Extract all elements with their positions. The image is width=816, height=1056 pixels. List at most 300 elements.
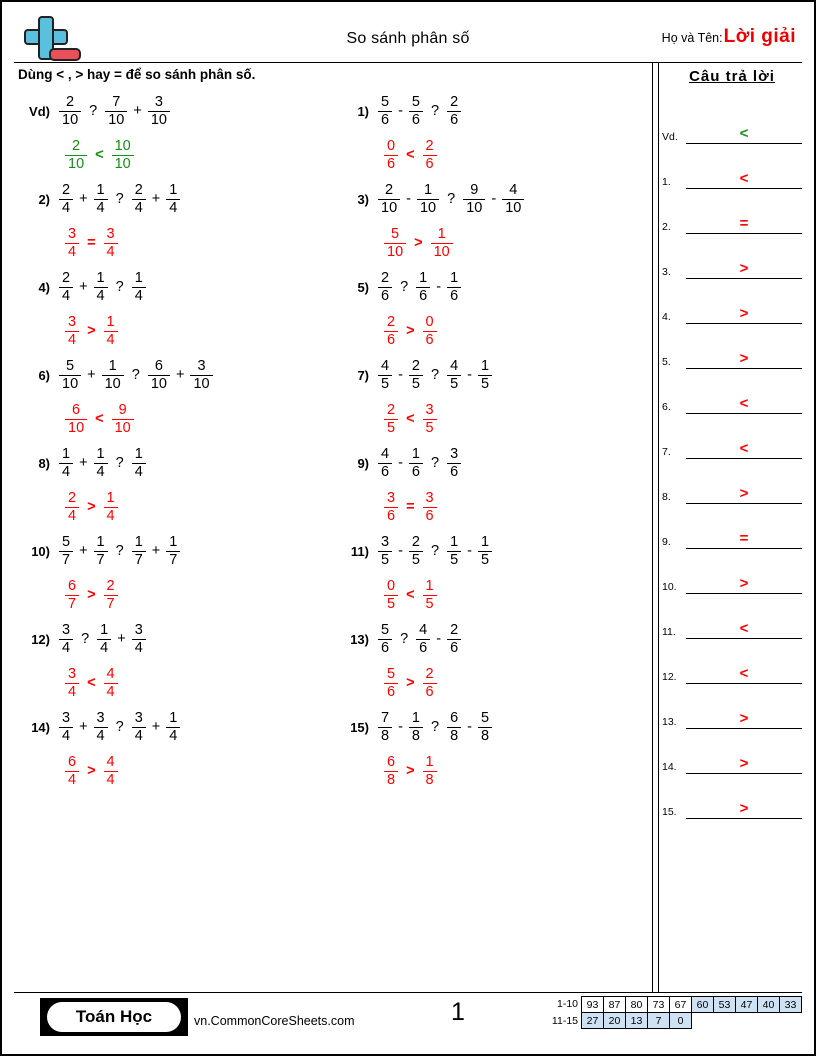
answer-index: 13. — [662, 716, 677, 728]
fraction-denominator: 7 — [104, 595, 118, 612]
score-cell: 73 — [647, 996, 670, 1013]
fraction-numerator: 1 — [419, 270, 428, 287]
problem-10 — [14, 528, 333, 616]
fraction-denominator: 6 — [447, 639, 461, 656]
answer-right-fraction — [104, 226, 118, 259]
problem-2 — [14, 176, 333, 264]
right-operand-fraction — [478, 358, 492, 391]
left-operand-fraction — [409, 710, 423, 743]
answer-blank[interactable]: > — [686, 351, 802, 369]
fraction-denominator: 6 — [378, 111, 392, 128]
left-operand-fraction — [378, 622, 392, 655]
answer-row — [662, 99, 802, 144]
answer-left-fraction — [384, 226, 406, 259]
score-cell: 40 — [757, 996, 780, 1013]
answer-row — [662, 774, 802, 819]
fraction-denominator: 4 — [104, 771, 118, 788]
right-operand-fraction — [447, 94, 461, 127]
fraction-numerator: 2 — [72, 138, 81, 155]
problem-expression — [333, 352, 652, 398]
left-operand-fraction — [409, 358, 423, 391]
right-operand-fraction — [478, 710, 492, 743]
operator-left: + — [79, 543, 88, 559]
left-operand-fraction — [102, 358, 124, 391]
comparison-placeholder: ? — [400, 631, 409, 647]
fraction-denominator: 4 — [166, 199, 180, 216]
fraction-denominator: 10 — [112, 419, 134, 436]
problem-row — [14, 528, 652, 616]
operator-right: + — [151, 543, 161, 559]
fraction-numerator: 6 — [68, 754, 77, 771]
fraction-numerator: 2 — [381, 270, 390, 287]
fraction-numerator: 2 — [411, 534, 420, 551]
score-conversion-table — [538, 996, 802, 1030]
answer-right-fraction — [423, 490, 437, 523]
fraction-numerator: 4 — [509, 182, 518, 199]
comparison-placeholder: ? — [115, 543, 124, 559]
fraction-denominator: 8 — [409, 727, 423, 744]
problem-number: 7) — [357, 367, 369, 383]
fraction-numerator: 1 — [411, 710, 420, 727]
fraction-numerator: 3 — [106, 226, 115, 243]
fraction-numerator: 3 — [450, 446, 459, 463]
header-divider — [14, 62, 802, 63]
fraction-denominator: 8 — [478, 727, 492, 744]
fraction-numerator: 0 — [387, 578, 396, 595]
fraction-numerator: 5 — [381, 622, 390, 639]
right-operand-fraction — [148, 358, 170, 391]
fraction-denominator: 7 — [94, 551, 108, 568]
answer-index: 1. — [662, 176, 671, 188]
fraction-denominator: 6 — [378, 463, 392, 480]
right-operand-fraction — [447, 710, 461, 743]
fraction-denominator: 4 — [166, 727, 180, 744]
answer-right-fraction — [431, 226, 453, 259]
fraction-numerator: 1 — [169, 182, 178, 199]
fraction-denominator: 4 — [65, 243, 79, 260]
problem-4 — [14, 264, 333, 352]
score-cell: 93 — [581, 996, 604, 1013]
fraction-denominator: 4 — [104, 331, 118, 348]
score-row-label: 1-10 — [556, 998, 578, 1010]
comparison-placeholder: ? — [115, 191, 124, 207]
left-operand-fraction — [59, 446, 73, 479]
answer-blank[interactable]: > — [686, 801, 802, 819]
score-cell: 60 — [691, 996, 714, 1013]
left-operand-fraction — [378, 94, 392, 127]
score-cell: 33 — [779, 996, 802, 1013]
problem-11 — [333, 528, 652, 616]
fraction-denominator: 6 — [409, 463, 423, 480]
fraction-numerator: 4 — [106, 754, 115, 771]
fraction-numerator: 2 — [106, 578, 115, 595]
comparison-placeholder: ? — [431, 719, 440, 735]
answer-blank[interactable]: < — [686, 441, 802, 459]
fraction-numerator: 2 — [62, 270, 71, 287]
problem-1 — [333, 88, 652, 176]
problem-answer — [333, 662, 652, 704]
operator-right: - — [436, 631, 442, 647]
right-operand-fraction — [190, 358, 212, 391]
fraction-denominator: 4 — [132, 727, 146, 744]
score-cell: 47 — [735, 996, 758, 1013]
operator-left: + — [79, 719, 88, 735]
fraction-denominator: 4 — [97, 639, 111, 656]
right-operand-fraction — [132, 622, 146, 655]
left-operand-fraction — [59, 182, 73, 215]
problem-expression — [333, 88, 652, 134]
right-operand-fraction — [166, 534, 180, 567]
fraction-denominator: 5 — [447, 551, 461, 568]
problem-row — [14, 616, 652, 704]
fraction-denominator: 4 — [94, 727, 108, 744]
fraction-denominator: 4 — [65, 683, 79, 700]
problem-answer — [14, 222, 333, 264]
fraction-numerator: 1 — [425, 754, 434, 771]
fraction-denominator: 10 — [59, 111, 81, 128]
answer-row — [662, 189, 802, 234]
left-operand-fraction — [417, 182, 439, 215]
column-divider — [652, 62, 659, 992]
operator-right: - — [467, 719, 472, 735]
left-operand-fraction — [94, 446, 108, 479]
score-cell: 87 — [603, 996, 626, 1013]
problem-number: 3) — [357, 191, 369, 207]
problem-expression — [333, 440, 652, 486]
fraction-denominator: 10 — [59, 375, 81, 392]
fraction-denominator: 4 — [94, 287, 108, 304]
score-cell: 80 — [625, 996, 648, 1013]
answer-comparison-symbol: < — [95, 411, 104, 427]
right-operand-fraction — [447, 446, 461, 479]
operator-left: - — [398, 543, 403, 559]
problem-answer — [14, 750, 333, 792]
answer-blank[interactable]: > — [686, 756, 802, 774]
problem-answer — [14, 398, 333, 440]
score-cell: 7 — [647, 1012, 670, 1029]
answer-left-fraction — [65, 138, 87, 171]
fraction-denominator: 8 — [447, 727, 461, 744]
site-url: vn.CommonCoreSheets.com — [194, 1014, 355, 1028]
fraction-denominator: 4 — [94, 463, 108, 480]
answer-blank[interactable]: < — [686, 666, 802, 684]
problem-answer — [14, 486, 333, 528]
problem-expression — [14, 176, 333, 222]
answer-row — [662, 729, 802, 774]
problem-expression — [333, 264, 652, 310]
right-operand-fraction — [148, 94, 170, 127]
fraction-denominator: 7 — [65, 595, 79, 612]
fraction-denominator: 4 — [59, 287, 73, 304]
problem-expression — [14, 528, 333, 574]
fraction-denominator: 4 — [65, 507, 79, 524]
fraction-numerator: 1 — [134, 446, 143, 463]
operator-right: + — [175, 367, 185, 383]
fraction-denominator: 5 — [478, 375, 492, 392]
answer-right-fraction — [423, 314, 437, 347]
right-operand-fraction — [447, 622, 461, 655]
page-title: So sánh phân số — [346, 30, 470, 47]
comparison-placeholder: ? — [115, 719, 124, 735]
fraction-denominator: 4 — [59, 727, 73, 744]
answer-blank[interactable]: < — [686, 396, 802, 414]
right-operand-fraction — [166, 710, 180, 743]
answer-left-fraction — [65, 490, 79, 523]
fraction-numerator: 9 — [118, 402, 127, 419]
name-field[interactable] — [662, 26, 796, 48]
fraction-denominator: 5 — [409, 551, 423, 568]
fraction-numerator: 3 — [96, 710, 105, 727]
fraction-numerator: 1 — [96, 446, 105, 463]
answer-comparison-symbol: > — [414, 235, 423, 251]
answer-blank[interactable]: > — [686, 486, 802, 504]
left-operand-fraction — [378, 358, 392, 391]
comparison-placeholder: ? — [81, 631, 90, 647]
name-label: Họ và Tên: — [661, 31, 723, 45]
right-operand-fraction — [132, 182, 146, 215]
operator-left: + — [79, 191, 88, 207]
answer-index: 5. — [662, 356, 671, 368]
fraction-numerator: 1 — [481, 358, 490, 375]
comparison-placeholder: ? — [131, 367, 140, 383]
fraction-numerator: 7 — [381, 710, 390, 727]
answer-blank[interactable]: = — [686, 531, 802, 549]
problem-9 — [333, 440, 652, 528]
fraction-numerator: 5 — [381, 94, 390, 111]
answer-comparison-symbol: > — [87, 499, 96, 515]
fraction-denominator: 10 — [65, 419, 87, 436]
fraction-denominator: 6 — [384, 155, 398, 172]
answer-column-heading: Câu trả lời — [689, 68, 775, 85]
fraction-denominator: 4 — [59, 199, 73, 216]
fraction-numerator: 2 — [387, 314, 396, 331]
problem-number: 12) — [31, 631, 50, 647]
fraction-denominator: 5 — [378, 375, 392, 392]
answer-left-fraction — [384, 402, 398, 435]
answer-blank[interactable]: > — [686, 711, 802, 729]
fraction-denominator: 4 — [132, 639, 146, 656]
answer-row — [662, 279, 802, 324]
fraction-denominator: 4 — [59, 639, 73, 656]
problem-number: 2) — [38, 191, 50, 207]
fraction-denominator: 6 — [423, 683, 437, 700]
answer-row — [662, 369, 802, 414]
problem-row — [14, 176, 652, 264]
answer-left-fraction — [384, 578, 398, 611]
answer-row — [662, 144, 802, 189]
operator-right: + — [151, 719, 161, 735]
fraction-denominator: 10 — [102, 375, 124, 392]
operator-right: + — [133, 103, 142, 119]
problem-answer — [14, 662, 333, 704]
fraction-denominator: 10 — [417, 199, 439, 216]
left-operand-fraction — [409, 94, 423, 127]
problem-7 — [333, 352, 652, 440]
comparison-placeholder: ? — [431, 103, 440, 119]
fraction-numerator: 6 — [72, 402, 81, 419]
left-operand-fraction — [59, 710, 73, 743]
left-operand-fraction — [378, 446, 392, 479]
fraction-denominator: 6 — [384, 331, 398, 348]
left-operand-fraction — [378, 182, 400, 215]
fraction-numerator: 1 — [96, 534, 105, 551]
answer-left-fraction — [384, 754, 398, 787]
fraction-numerator: 3 — [68, 314, 77, 331]
answer-blank[interactable]: < — [686, 171, 802, 189]
fraction-denominator: 6 — [423, 155, 437, 172]
left-operand-fraction — [59, 534, 73, 567]
fraction-numerator: 1 — [106, 314, 115, 331]
right-operand-fraction — [132, 710, 146, 743]
problem-number: 14) — [31, 719, 50, 735]
problem-6 — [14, 352, 333, 440]
logo-minus-bar — [49, 48, 81, 61]
problem-answer — [14, 574, 333, 616]
fraction-numerator: 3 — [197, 358, 206, 375]
answer-comparison-symbol: = — [406, 499, 415, 515]
operator-left: + — [79, 279, 88, 295]
problem-expression — [333, 616, 652, 662]
answer-comparison-symbol: < — [95, 147, 104, 163]
answer-column — [662, 68, 802, 819]
fraction-numerator: 1 — [437, 226, 446, 243]
answer-index: 14. — [662, 761, 677, 773]
fraction-denominator: 10 — [148, 111, 170, 128]
problem-expression — [14, 704, 333, 750]
page-number: 1 — [451, 998, 465, 1026]
answer-left-fraction — [65, 226, 79, 259]
answer-left-fraction — [384, 490, 398, 523]
right-operand-fraction — [447, 358, 461, 391]
left-operand-fraction — [94, 270, 108, 303]
fraction-denominator: 4 — [65, 331, 79, 348]
problem-answer — [333, 486, 652, 528]
operator-right: - — [491, 191, 497, 207]
comparison-placeholder: ? — [431, 367, 440, 383]
right-operand-fraction — [502, 182, 524, 215]
left-operand-fraction — [94, 182, 108, 215]
answer-blank[interactable]: = — [686, 216, 802, 234]
comparison-placeholder: ? — [447, 191, 456, 207]
problem-number: 15) — [350, 719, 369, 735]
problem-answer — [333, 398, 652, 440]
answer-right-fraction — [423, 138, 437, 171]
answer-row — [662, 504, 802, 549]
answer-comparison-symbol: < — [406, 147, 415, 163]
fraction-numerator: 3 — [154, 94, 163, 111]
left-operand-fraction — [59, 622, 73, 655]
answer-index: 10. — [662, 581, 677, 593]
problem-expression — [14, 440, 333, 486]
answer-blank[interactable]: < — [686, 621, 802, 639]
problem-number: 6) — [38, 367, 50, 383]
fraction-numerator: 5 — [66, 358, 75, 375]
fraction-numerator: 2 — [62, 182, 71, 199]
right-operand-fraction — [463, 182, 485, 215]
fraction-denominator: 8 — [384, 771, 398, 788]
problem-expression — [333, 176, 652, 222]
fraction-denominator: 4 — [104, 243, 118, 260]
fraction-numerator: 0 — [425, 314, 434, 331]
problem-number: Vd) — [29, 103, 50, 119]
left-operand-fraction — [378, 270, 392, 303]
right-operand-fraction — [447, 534, 461, 567]
answer-right-fraction — [104, 666, 118, 699]
left-operand-fraction — [94, 710, 108, 743]
answer-blank[interactable]: < — [686, 126, 802, 144]
fraction-numerator: 1 — [100, 622, 109, 639]
brand-badge — [40, 998, 188, 1036]
answer-blank[interactable]: > — [686, 261, 802, 279]
problem-number: 8) — [38, 455, 50, 471]
answer-index: 11. — [662, 626, 676, 638]
fraction-numerator: 6 — [387, 754, 396, 771]
problem-expression — [14, 616, 333, 662]
answer-comparison-symbol: > — [87, 587, 96, 603]
answer-index: 7. — [662, 446, 671, 458]
fraction-denominator: 5 — [378, 551, 392, 568]
brand-label: Toán Học — [47, 1002, 181, 1032]
fraction-numerator: 9 — [470, 182, 479, 199]
answer-left-fraction — [65, 314, 79, 347]
fraction-denominator: 6 — [378, 287, 392, 304]
answer-index: 15. — [662, 806, 677, 818]
fraction-denominator: 5 — [423, 419, 437, 436]
answer-blank[interactable]: > — [686, 576, 802, 594]
comparison-placeholder: ? — [115, 279, 124, 295]
problem-answer — [14, 310, 333, 352]
answer-row — [662, 549, 802, 594]
fraction-numerator: 5 — [387, 666, 396, 683]
fraction-denominator: 7 — [132, 551, 146, 568]
fraction-numerator: 3 — [387, 490, 396, 507]
problem-expression — [14, 352, 333, 398]
problem-answer — [333, 310, 652, 352]
answer-row — [662, 639, 802, 684]
fraction-numerator: 2 — [66, 94, 75, 111]
fraction-denominator: 10 — [190, 375, 212, 392]
problem-vd — [14, 88, 333, 176]
fraction-numerator: 3 — [68, 226, 77, 243]
right-operand-fraction — [97, 622, 111, 655]
problem-expression — [333, 704, 652, 750]
fraction-denominator: 4 — [65, 771, 79, 788]
answer-right-fraction — [104, 314, 118, 347]
answer-comparison-symbol: > — [87, 763, 96, 779]
operator-right: + — [151, 191, 161, 207]
problem-number: 1) — [357, 103, 369, 119]
answer-right-fraction — [104, 490, 118, 523]
fraction-denominator: 5 — [409, 375, 423, 392]
fraction-numerator: 4 — [450, 358, 459, 375]
answer-comparison-symbol: > — [406, 763, 415, 779]
left-operand-fraction — [409, 534, 423, 567]
right-operand-fraction — [105, 94, 127, 127]
operator-left: - — [398, 719, 403, 735]
problem-number: 10) — [31, 543, 50, 559]
left-operand-fraction — [59, 358, 81, 391]
comparison-placeholder: ? — [400, 279, 409, 295]
fraction-denominator: 5 — [384, 419, 398, 436]
fraction-denominator: 5 — [447, 375, 461, 392]
score-row — [538, 1013, 802, 1030]
fraction-numerator: 0 — [387, 138, 396, 155]
problem-12 — [14, 616, 333, 704]
problem-row — [14, 352, 652, 440]
fraction-numerator: 3 — [134, 710, 143, 727]
fraction-numerator: 3 — [68, 666, 77, 683]
answer-blank[interactable]: > — [686, 306, 802, 324]
